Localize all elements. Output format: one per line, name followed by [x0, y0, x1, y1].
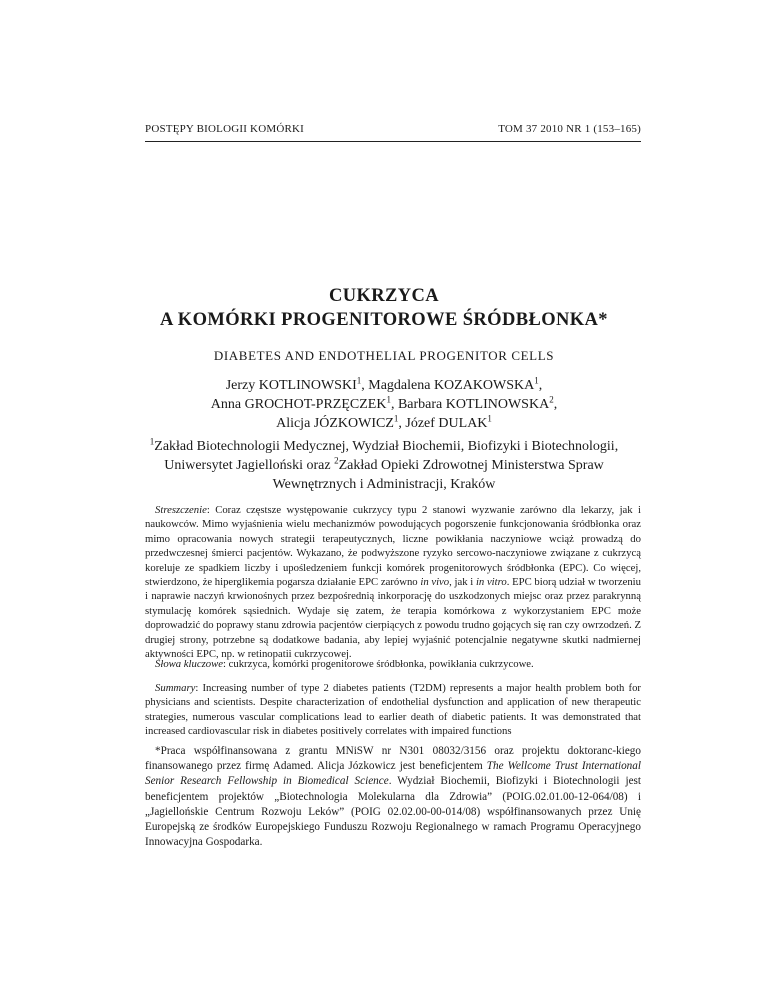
article-title — [0, 284, 768, 332]
abstract-label: Streszczenie — [155, 504, 207, 516]
journal-name: POSTĘPY BIOLOGII KOMÓRKI — [145, 123, 305, 135]
title-line-1: CUKRZYCA — [328, 286, 440, 306]
affiliation-marker: 1 — [487, 413, 492, 424]
affiliation-marker: 1 — [393, 413, 399, 424]
keywords: Słowa kluczowe: cukrzyca, komórki progenitorowe śródbłonka, powikłania cukrzycowe. — [155, 658, 534, 670]
affiliation-marker: 1 — [534, 375, 539, 386]
abstract-polish: Streszczenie: Coraz częstsze występowanie cukrzycy typu 2 stanowi wyzwanie zarówno dla lekarzy, jak i naukowców. Mimo wyjaśnienia wielu mechanizmów powodujących pogorszenie funkcjonowania śródbłonka oraz mimo opracowania nowych strategii terapeutycznych, liczne powikłania naczyniowe wciąż prowadzą do przedwczesnej śmierci pacjentów. Wykazano, że podwyższone ryzyko sercowo-naczyniowe związane z cukrzycą koreluje ze spadkiem liczby i upośledzeniem funkcji komórek progenitorowych śródbłonka (EPC). Co więcej, stwierdzono, że hiperglikemia pogarsza działanie EPC zarówno in vivo, jak i in vitro. EPC biorą udział w tworzeniu i naprawie naczyń krwionośnych przez bezpośrednią inkorporację do uszkodzonych miejsc oraz przez parakrynną stymulację komórek sąsiednich. Wydaje się zatem, że terapia komórkowa z wykorzystaniem EPC może doprowadzić do poprawy stanu zdrowia pacjentów cierpiących z powodu trudno gojących się ran czy owrzodzeń. Z drugiej strony, potrzebne są dodatkowe badania, aby lepiej wyjaśnić potencjalnie negatywne skutki nadmiernej aktywności EPC, np. w retinopatii cukrzycowej. — [145, 504, 641, 661]
affiliations: $^1$Zakład Biotechnologii Medycznej, Wydział Biochemii, Biofizyki i Biotechnologii, Uniwersytet Jagielloński oraz $^2$Zakład Opieki Zdrowotnej Ministerstwa Spraw Wewnętrznych i Administracji, Kraków — [149, 436, 619, 492]
title-line-2: A KOMÓRKI PROGENITOROWE ŚRÓDBŁONKA* — [160, 310, 608, 330]
author-name: Barbara KOTLINOWSKA — [397, 397, 550, 412]
affiliation-marker: 1 — [356, 375, 362, 386]
summary-label: Summary — [155, 682, 196, 694]
english-title: DIABETES AND ENDOTHELIAL PROGENITOR CELLS — [213, 348, 555, 363]
keywords-label: Słowa kluczowe — [155, 658, 223, 670]
author-name: Magdalena KOZAKOWSKA — [368, 378, 535, 393]
summary-english: Summary: Increasing number of type 2 diabetes patients (T2DM) represents a major health problem both for physicians and scientists. Despite characterization of endothelial dysfunction and application of new therapeutic strategies, numerous vascular complications lead to earlier death of diabetic patients. It was demonstrated that increased cardiovascular risk in diabetes positively correlates with impaired functions — [145, 682, 641, 738]
author-name: Józef DULAK — [405, 416, 488, 431]
affiliation-marker: 2 — [549, 394, 554, 405]
affiliation-marker: 1 — [386, 394, 391, 405]
funding-footnote: *Praca współfinansowana z grantu MNiSW nr N301 08032/3156 oraz projektu doktoranc-kiego finansowanego przez firmę Adamed. Alicja Józkowicz jest beneficjentem The Wellcome Trust International Senior Research Fellowship in Biomedical Science. Wydział Biochemii, Biofizyki i Biotechnologii jest beneficjentem projektów „Biotechnologia Molekularna dla Zdrowia” (POIG.02.01.00-12-064/08) i „Jagiellońskie Centrum Rozwoju Leków” (POIG 02.02.00-00-014/08) współfinansowanych przez Unię Europejską ze środków Europejskiego Funduszu Rozwoju Regionalnego w ramach Programu Operacyjnego Innowacyjna Gospodarka. — [145, 745, 641, 849]
header-rule — [145, 141, 641, 142]
affiliation-marker: 1 — [149, 436, 155, 447]
volume-info: TOM 37 2010 NR 1 (153–165) — [498, 123, 641, 135]
author-name: Anna GROCHOT-PRZĘCZEK — [210, 397, 387, 412]
affiliation-marker: 2 — [334, 455, 339, 466]
author-name: Alicja JÓZKOWICZ — [276, 416, 394, 431]
author-list: Jerzy KOTLINOWSKI$^1$, Magdalena KOZAKOWSKA$^1$, Anna GROCHOT-PRZĘCZEK$^1$, Barbara KOTLINOWSKA$^2$, Alicja JÓZKOWICZ$^1$, Józef DULAK$^1$ — [210, 375, 558, 431]
author-name: Jerzy KOTLINOWSKI — [225, 378, 357, 393]
